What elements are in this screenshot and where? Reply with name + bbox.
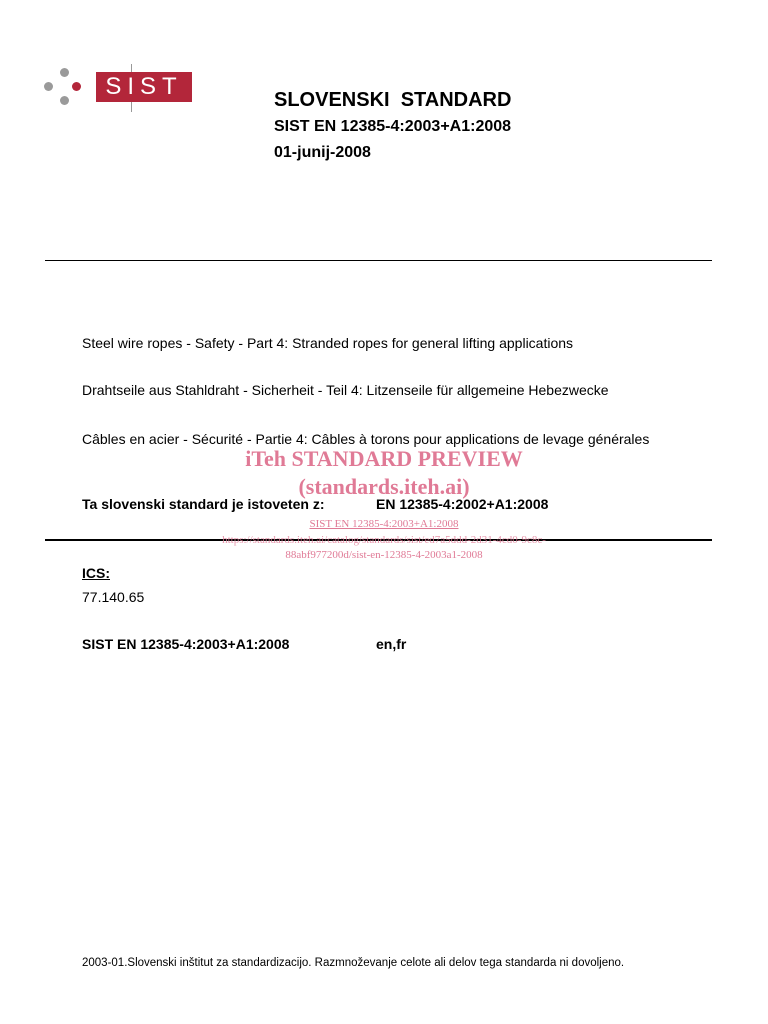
logo-wordmark: SIST	[96, 72, 192, 102]
logo-dot-icon	[72, 82, 81, 91]
watermark-url-1[interactable]: https://standards.iteh.ai/catalog/standards/sist/ed7a5ddd-2d31-4cd0-9c8c-	[222, 534, 546, 546]
title-french: Câbles en acier - Sécurité - Partie 4: Câbles à torons pour applications de levage générales	[82, 431, 650, 447]
identical-to-value: EN 12385-4:2002+A1:2008	[376, 496, 549, 512]
watermark-title: iTeh STANDARD PREVIEW	[245, 446, 523, 471]
logo-dot-icon	[60, 68, 69, 77]
title-german: Drahtseile aus Stahldraht - Sicherheit - Teil 4: Litzenseile für allgemeine Hebezwecke	[82, 382, 609, 398]
standard-heading: SLOVENSKI STANDARD	[274, 89, 512, 111]
standard-number: SIST EN 12385-4:2003+A1:2008	[274, 118, 512, 135]
standard-languages: en,fr	[376, 636, 407, 652]
logo-dot-icon	[60, 96, 69, 105]
standard-date: 01-junij-2008	[274, 144, 371, 161]
ics-value: 77.140.65	[82, 589, 145, 605]
ics-label: ICS:	[82, 565, 110, 581]
sist-logo	[44, 64, 194, 116]
top-divider	[45, 260, 712, 261]
identical-to-label: Ta slovenski standard je istoveten z:	[82, 496, 325, 512]
watermark-link[interactable]: SIST EN 12385-4:2003+A1:2008	[309, 518, 459, 530]
watermark-url-2[interactable]: 88abf977200d/sist-en-12385-4-2003a1-2008	[285, 549, 483, 561]
title-english: Steel wire ropes - Safety - Part 4: Stranded ropes for general lifting applications	[82, 335, 574, 351]
standard-code: SIST EN 12385-4:2003+A1:2008	[82, 636, 290, 652]
logo-dot-icon	[44, 82, 53, 91]
watermark-site: (standards.iteh.ai)	[298, 474, 470, 499]
copyright-footer: 2003-01.Slovenski inštitut za standardizacijo. Razmnoževanje celote ali delov tega standarda ni dovoljeno.	[82, 957, 625, 969]
